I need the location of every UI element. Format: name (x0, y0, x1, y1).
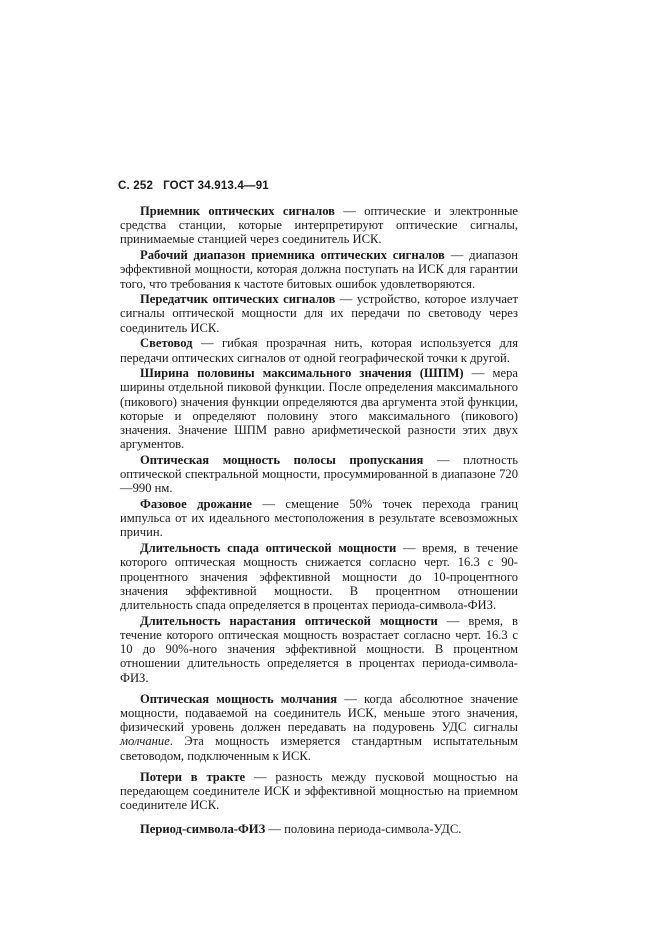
defined-term: Рабочий диапазон приемника оптических сигналов (140, 248, 445, 263)
term-definition: — разность между пусковой мощностью на передающем соединителе ИСК и эффективной мощностью на приемном соединителе ИСК. (120, 769, 519, 813)
defined-term: Длительность спада оптической мощности (140, 541, 397, 556)
term-definition: — плотность оптической спектральной мощности, просуммированной в диапазоне 720—990 нм. (120, 452, 518, 496)
term-definition: — время, в течение которого оптическая мощность снижается согласно черт. 16.3 с 90-процентного значения эффективной мощности до 10-процентного значения эффективной мощности. В процентном отношении длительность спада определяется в процентах периода-символа-ФИЗ. (120, 541, 518, 612)
emphasized-term: молчание (120, 734, 170, 749)
term-definition-continued: . Эта мощность измеряется стандартным испытательным световодом, подключенным к ИСК. (120, 734, 518, 763)
defined-term: Оптическая мощность молчания (140, 691, 338, 706)
definition-entry (120, 366, 518, 451)
defined-term: Световод (140, 336, 193, 351)
term-definition: — устройство, которое излучает сигналы оптической мощности для их передачи по световоду через соединитель ИСК. (120, 292, 518, 335)
page-header (118, 180, 279, 192)
definition-entry (120, 248, 518, 291)
defined-term: Оптическая мощность полосы пропускания (140, 452, 424, 467)
defined-term: Передатчик оптических сигналов (140, 292, 336, 307)
term-definition: — гибкая прозрачная нить, которая используется для передачи оптических сигналов от одной географической точки к другой. (120, 336, 518, 365)
definition-entry (120, 614, 518, 685)
term-definition: — мера ширины отдельной пиковой функции. После определения максимального (пикового) значения функции определяются два аргумента этой функции, которые и определяют половину этого максимального (пикового) значения. Значение ШПМ равно арифметической разности этих двух аргументов. (120, 366, 518, 452)
definition-entry (120, 336, 518, 364)
defined-term: Потери в тракте (140, 769, 246, 784)
term-definition: — оптические и электронные средства станции, которые интерпретируют оптические сигналы, принимаемые станцией через соединитель ИСК. (120, 204, 518, 247)
defined-term: Фазовое дрожание (140, 497, 252, 512)
document-body (120, 204, 518, 838)
term-definition: — время, в течение которого оптическая мощность возрастает согласно черт. 16.3 с 10 до 90%-ного значения эффективной мощности. В процентном отношении длительность определяется в процентах периода-символа-ФИЗ. (120, 613, 518, 685)
defined-term: Период-символа-ФИЗ (140, 822, 266, 837)
definition-entry (120, 770, 518, 813)
definition-entry (120, 292, 518, 335)
definition-entry (120, 822, 518, 836)
defined-term: Приемник оптических сигналов (140, 204, 335, 218)
standard-designation: ГОСТ 34.913.4—91 (163, 180, 269, 192)
definition-entry (120, 692, 518, 763)
definition-entry (120, 497, 518, 540)
definition-entry (120, 204, 518, 247)
term-definition: — половина периода-символа-УДС. (265, 822, 462, 837)
definition-entry (120, 453, 518, 496)
defined-term: Ширина половины максимального значения (ШПМ) (140, 366, 464, 381)
definition-entry (120, 541, 518, 612)
term-definition: — смещение 50% точек перехода границ импульса от их идеального местоположения в результате всевозможных причин. (120, 497, 518, 540)
term-definition: — диапазон эффективной мощности, которая должна поступать на ИСК для гарантии того, что требования к частоте битовых ошибок удовлетворяются. (120, 248, 518, 291)
page-number: С. 252 (118, 180, 154, 192)
defined-term: Длительность нарастания оптической мощности (140, 613, 438, 628)
term-definition: — когда абсолютное значение мощности, подаваемой на соединитель ИСК, меньше этого значения, физический уровень должен передавать на подуровень УДС сигналы (120, 691, 518, 735)
